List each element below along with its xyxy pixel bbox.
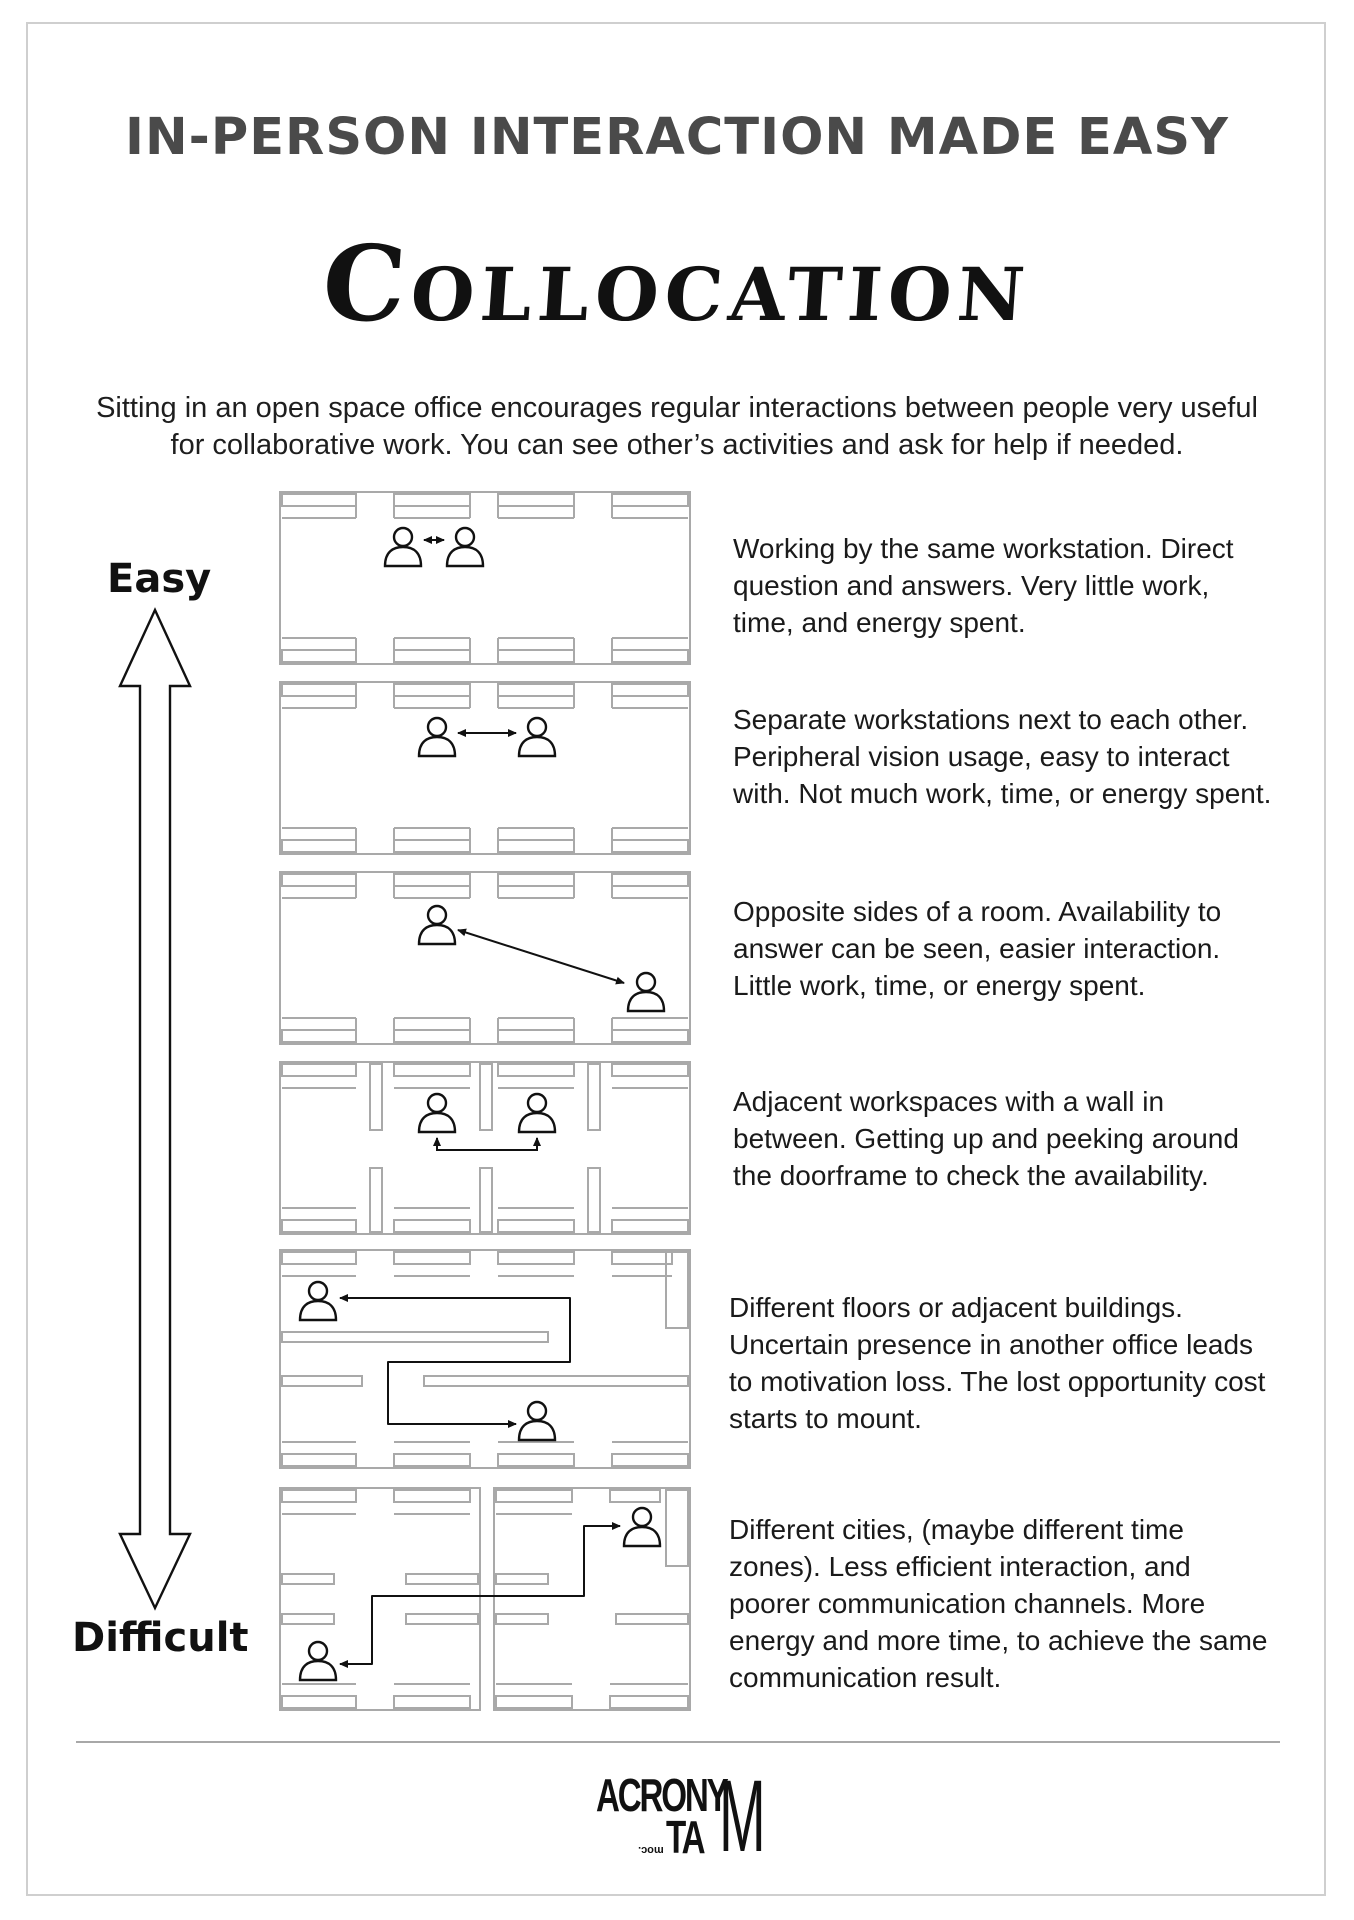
person-icon xyxy=(300,1642,336,1680)
level-description-4: Adjacent workspaces with a wall in between. Getting up and peeking around the doorframe to check the availability. xyxy=(733,1086,1239,1191)
level-description-5: Different floors or adjacent buildings. Uncertain presence in another office leads to motivation loss. The lost opportunity cost starts to mount. xyxy=(729,1292,1266,1434)
level-description-2: Separate workstations next to each other. Peripheral vision usage, easy to interact with. Not much work, time, or energy spent. xyxy=(733,704,1272,809)
double-arrow-icon xyxy=(120,610,190,1608)
person-icon xyxy=(519,718,555,756)
logo-text-line-2: TA xyxy=(666,1811,704,1863)
floorplan-panel-5 xyxy=(280,1250,690,1468)
page-title: Collocation xyxy=(318,222,1036,345)
floorplan-panel-4 xyxy=(280,1062,690,1234)
intro-paragraph: Sitting in an open space office encourages regular interactions between people very useful for collaborative work. You can see other’s activities and ask for help if needed. xyxy=(96,392,1258,461)
logo-letter-m: M xyxy=(719,1759,766,1873)
level-description-1: Working by the same workstation. Direct question and answers. Very little work, time, and energy spent. xyxy=(733,533,1234,638)
level-description-3: Opposite sides of a room. Availability to answer can be seen, easier interaction. Little work, time, or energy spent. xyxy=(733,896,1222,1001)
interaction-arrow-4 xyxy=(437,1138,537,1150)
floorplan-panel-2 xyxy=(280,682,690,854)
person-icon xyxy=(447,528,483,566)
person-icon xyxy=(300,1282,336,1320)
footer-divider xyxy=(76,1741,1280,1743)
floorplan-panel-3 xyxy=(280,872,690,1044)
interaction-arrow-3 xyxy=(458,930,624,983)
person-icon xyxy=(519,1402,555,1440)
person-icon xyxy=(519,1094,555,1132)
person-icon xyxy=(419,1094,455,1132)
floorplan-panel-6 xyxy=(280,1488,690,1710)
page-heading: IN-PERSON INTERACTION MADE EASY xyxy=(125,108,1229,167)
axis-top-label: Easy xyxy=(107,556,212,602)
axis-bottom-label: Difficult xyxy=(72,1615,249,1661)
brand-logo xyxy=(590,1759,770,1873)
floorplan-panel-1 xyxy=(280,492,690,664)
person-icon xyxy=(628,973,664,1011)
person-icon xyxy=(624,1508,660,1546)
person-icon xyxy=(419,718,455,756)
person-icon xyxy=(419,906,455,944)
logo-text-line-1: ACRONY xyxy=(596,1769,727,1821)
person-icon xyxy=(385,528,421,566)
level-description-6: Different cities, (maybe different time zones). Less efficient interaction, and poorer communication channels. More energy and more time, to achieve the same communication result. xyxy=(729,1514,1268,1693)
logo-domain-text: moc. xyxy=(638,1844,664,1856)
